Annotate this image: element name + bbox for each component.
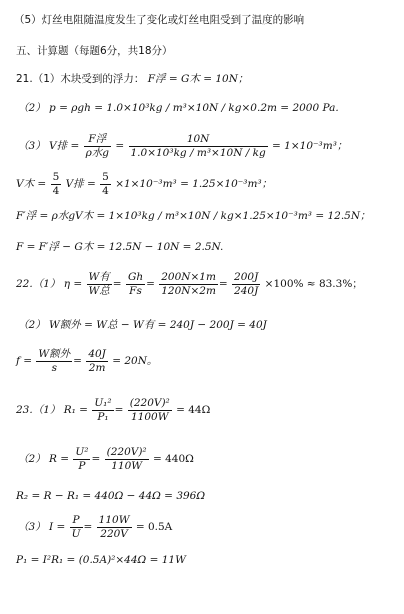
q23-1-line: 23.（1） R₁ = $\frac{\text{U₁²}}{\text{P₁}}$ = $\frac{\text{(220V)²}}{1100W}$ = 44Ω [16, 396, 211, 423]
q21-1-line [16, 72, 248, 86]
formula: = 0.5A [135, 521, 173, 533]
fraction [84, 133, 111, 160]
formula: （2） W额外 = W总 − W有 = 240J − 200J = 40J [18, 319, 267, 331]
denominator: P [78, 459, 86, 472]
q22-1-line: 22.（1） η = $\frac{\text{W有}}{\text{W总}}$ = $\frac{Gh}{Fs}$ = $\frac{200N\times 1m}{120N\times 2m}$ = $\frac{200J}{240J}$ ×100% ≈ 83.3%； [16, 270, 363, 297]
formula: V排 = [65, 178, 96, 190]
q23-power-line [16, 553, 186, 567]
numerator: (220V)² [129, 396, 170, 409]
denominator: 120N×2m [161, 284, 216, 297]
text: 21.（1）木块受到的浮力： [16, 73, 145, 85]
fraction [87, 271, 112, 298]
numerator: 40J [88, 347, 106, 360]
denominator: W总 [88, 284, 110, 297]
numerator: (220V)² [106, 445, 147, 458]
denominator: 4 [52, 184, 60, 197]
q23-r2-line [16, 489, 205, 503]
denominator: ρ水g [85, 146, 109, 159]
numerator: F浮 [84, 133, 111, 147]
fraction [128, 397, 172, 424]
denominator: 110W [111, 459, 143, 472]
numerator: P [70, 514, 83, 528]
fraction [97, 514, 132, 541]
numerator: U₁² [94, 396, 112, 409]
denominator: 220V [100, 527, 128, 540]
formula: F = F′浮 − G木 = 12.5N − 10N = 2.5N. [16, 241, 224, 253]
fraction [129, 133, 268, 160]
denominator: 4 [102, 184, 109, 197]
q23-3-line: （3） I = $\frac{P}{U}$ = $\frac{110W}{220V}$ = 0.5A [18, 513, 173, 540]
denominator: 1100W [130, 410, 169, 423]
answer-5-line [14, 13, 304, 27]
fraction [86, 348, 108, 375]
fraction [232, 271, 260, 298]
numerator: 10N [129, 133, 268, 147]
q22-2-line [18, 318, 267, 332]
numerator: W额外 [38, 347, 71, 360]
fraction [100, 171, 111, 198]
text: 五、计算题（每题6分，共18分） [16, 45, 173, 57]
fraction [159, 271, 218, 298]
formula: R₂ = R − R₁ = 440Ω − 44Ω = 396Ω [16, 490, 206, 502]
formula: ×100% ≈ 83.3%； [264, 278, 363, 290]
formula: F′浮 = ρ水gV木 = 1×10³kg / m³×10N / kg×1.25×10⁻³m³ = 12.5N； [16, 210, 371, 222]
q21-vwood-line [16, 168, 272, 200]
numerator: 200N×1m [161, 270, 216, 283]
numerator: 5 [52, 170, 60, 183]
fraction [126, 271, 145, 298]
formula: = 1×10⁻³m³； [272, 140, 348, 152]
text: （5）灯丝电阻随温度发生了变化或灯丝电阻受到了温度的影响 [14, 14, 305, 26]
formula: f = [16, 355, 33, 367]
fraction [36, 348, 72, 375]
numerator: W有 [88, 270, 110, 283]
denominator: 2m [88, 361, 106, 374]
equals: = [115, 140, 125, 152]
fraction [73, 446, 90, 473]
formula: （3） I = [18, 521, 66, 533]
formula: P₁ = I²R₁ = (0.5A)²×44Ω = 11W [16, 554, 186, 566]
formula: （3） V排 = [18, 140, 80, 152]
fraction [105, 446, 149, 473]
numerator: 5 [102, 170, 109, 183]
denominator: U [71, 527, 81, 540]
formula: （2） p = ρgh = 1.0×10³kg / m³×10N / kg×0.2m = 2000 Pa. [18, 102, 339, 114]
formula: ×1×10⁻³m³ = 1.25×10⁻³m³； [115, 178, 273, 190]
formula: （2） R = [18, 453, 70, 465]
formula: = 20N。 [112, 355, 158, 367]
q21-2-line [18, 101, 339, 115]
numerator: 200J [234, 270, 259, 283]
formula: 23.（1） R₁ = [16, 404, 88, 416]
fraction [92, 397, 113, 424]
numerator: U² [75, 445, 89, 458]
denominator: 240J [234, 284, 259, 297]
formula: = 44Ω [176, 404, 211, 416]
numerator: 110W [98, 513, 130, 526]
q23-2-line: （2） R = $\frac{\text{U²}}{P}$ = $\frac{\text{(220V)²}}{110W}$ = 440Ω [18, 445, 194, 472]
denominator: 1.0×10³kg / m³×10N / kg [130, 146, 266, 159]
numerator: Gh [127, 270, 144, 283]
q22-friction-line: f = $\frac{\text{W额外}}{s}$ = $\frac{40J}{2m}$ = 20N。 [16, 347, 158, 374]
section-heading [16, 44, 173, 58]
fraction [70, 514, 83, 541]
q21-force-line [16, 240, 223, 254]
denominator: s [51, 361, 57, 374]
formula: = 440Ω [152, 453, 194, 465]
fraction [51, 171, 62, 198]
q21-fprime-line [16, 209, 371, 223]
formula: F浮 = G木 = 10N； [147, 73, 249, 85]
q21-3-line [18, 130, 347, 162]
formula: 22.（1） η = [16, 278, 83, 290]
denominator: Fs [129, 284, 142, 297]
denominator: P₁ [97, 410, 109, 423]
formula: V木 = [16, 178, 47, 190]
